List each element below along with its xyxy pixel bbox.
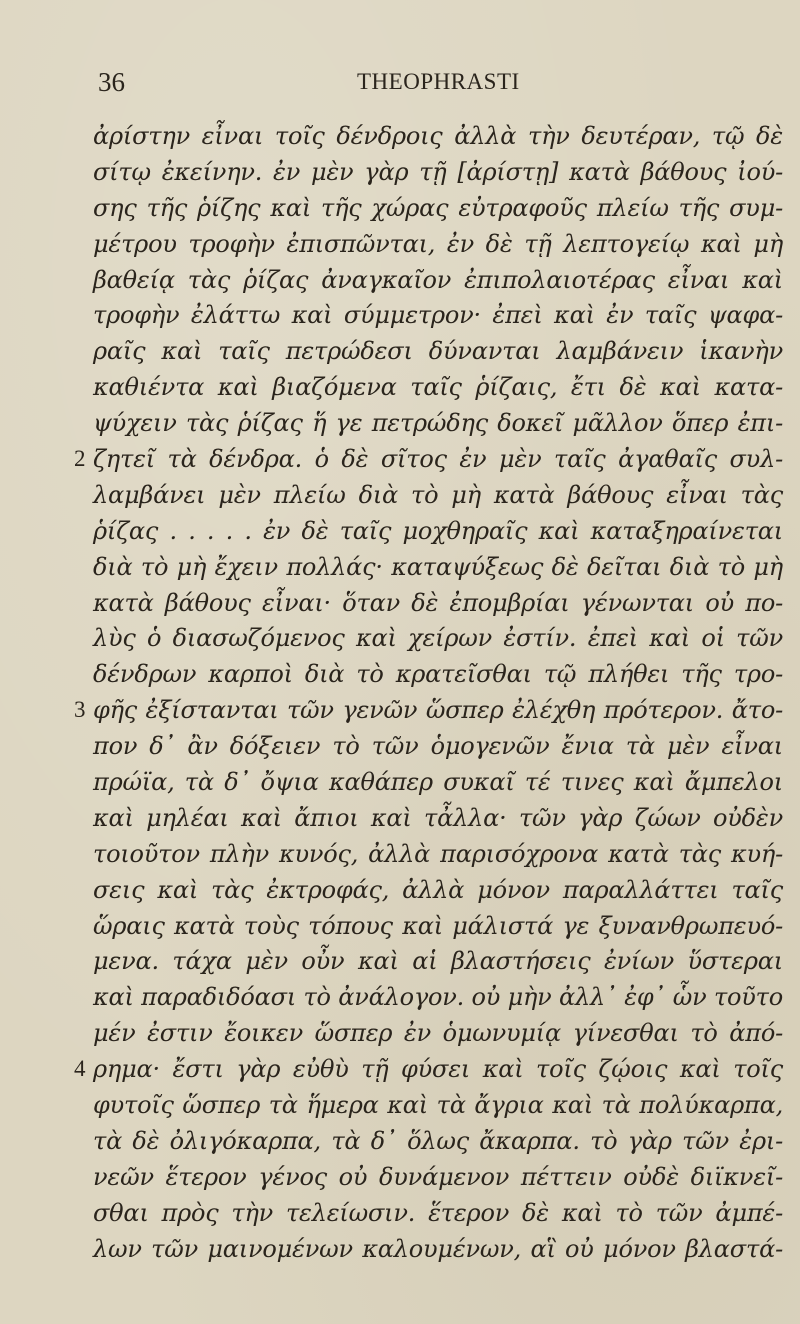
text-line	[0, 118, 800, 154]
text-line	[0, 656, 800, 692]
page-number: 36	[98, 67, 125, 97]
line-text: λὺς ὁ διασωζόμενος καὶ χείρων ἐστίν. ἐπεὶ καὶ οἱ τῶν	[93, 624, 783, 653]
text-line	[0, 369, 800, 405]
text-line	[0, 872, 800, 908]
line-text: νεῶν ἕτερον γένος οὐ δυνάμενον πέττειν οὐδὲ διϊκνεῖ-	[93, 1162, 783, 1191]
text-line	[0, 620, 800, 656]
text-line	[0, 333, 800, 369]
text-line	[0, 1123, 800, 1159]
section-number: 2	[74, 446, 86, 472]
text-line	[0, 800, 800, 836]
text-line	[0, 1051, 800, 1087]
line-text: μέτρου τροφὴν ἐπισπῶνται, ἐν δὲ τῇ λεπτογείῳ καὶ μὴ	[93, 229, 783, 258]
text-line	[0, 979, 800, 1015]
line-text: φυτοῖς ὥσπερ τὰ ἥμερα καὶ τὰ ἄγρια καὶ τὰ πολύκαρπα,	[93, 1091, 783, 1120]
line-text: καθιέντα καὶ βιαζόμενα ταῖς ῥίζαις, ἔτι δὲ καὶ κατα-	[93, 373, 783, 402]
text-line	[0, 297, 800, 333]
line-text: μέν ἐστιν ἔοικεν ὥσπερ ἐν ὁμωνυμίᾳ γίνεσθαι τὸ ἀπό-	[93, 1019, 783, 1048]
line-text: καὶ παραδιδόασι τὸ ἀνάλογον. οὐ μὴν ἀλλ᾽ ἐφ᾽ ὧν τοῦτο	[93, 983, 783, 1012]
greek-text-body	[0, 118, 800, 1267]
line-text: λαμβάνει μὲν πλείω διὰ τὸ μὴ κατὰ βάθους εἶναι τὰς	[93, 480, 783, 509]
line-text: λων τῶν μαινομένων καλουμένων, αἳ οὐ μόνον βλαστά-	[93, 1234, 783, 1263]
line-text: τροφὴν ἐλάττω καὶ σύμμετρον· ἐπεὶ καὶ ἐν ταῖς ψαφα-	[93, 301, 783, 330]
text-line	[0, 154, 800, 190]
line-text: βαθείᾳ τὰς ῥίζας ἀναγκαῖον ἐπιπολαιοτέρας εἶναι καὶ	[93, 265, 783, 294]
line-text: διὰ τὸ μὴ ἔχειν πολλάς· καταψύξεως δὲ δεῖται διὰ τὸ μὴ	[93, 552, 783, 581]
line-text: πρώϊα, τὰ δ᾽ ὄψια καθάπερ συκαῖ τέ τινες καὶ ἄμπελοι	[93, 768, 783, 797]
line-text: δένδρων καρποὶ διὰ τὸ κρατεῖσθαι τῷ πλήθει τῆς τρο-	[93, 660, 783, 689]
line-text: ῥίζας . . . . . ἐν δὲ ταῖς μοχθηραῖς καὶ καταξηραίνεται	[93, 516, 783, 545]
text-line	[0, 585, 800, 621]
line-text: τοιοῦτον πλὴν κυνός, ἀλλὰ παρισόχρονα κατὰ τὰς κυή-	[93, 839, 783, 868]
text-line	[0, 549, 800, 585]
line-text: μενα. τάχα μὲν οὖν καὶ αἱ βλαστήσεις ἐνίων ὕστεραι	[93, 947, 783, 976]
text-line	[0, 1231, 800, 1267]
line-text: σίτῳ ἐκείνην. ἐν μὲν γὰρ τῇ [ἀρίστῃ] κατὰ βάθους ἰού-	[93, 157, 783, 186]
line-text: ρημα· ἔστι γὰρ εὐθὺ τῇ φύσει καὶ τοῖς ζῴοις καὶ τοῖς	[93, 1055, 783, 1084]
line-text: ζητεῖ τὰ δένδρα. ὁ δὲ σῖτος ἐν μὲν ταῖς ἀγαθαῖς συλ-	[93, 445, 783, 474]
text-line	[0, 226, 800, 262]
text-line	[0, 1195, 800, 1231]
text-line	[0, 692, 800, 728]
text-line	[0, 513, 800, 549]
text-line	[0, 441, 800, 477]
line-text: ὥραις κατὰ τοὺς τόπους καὶ μάλιστά γε ξυνανθρωπευό-	[93, 911, 783, 940]
text-line	[0, 1087, 800, 1123]
text-line	[0, 405, 800, 441]
line-text: φῆς ἐξίστανται τῶν γενῶν ὥσπερ ἐλέχθη πρότερον. ἄτο-	[93, 696, 783, 725]
text-line	[0, 190, 800, 226]
line-text: τὰ δὲ ὀλιγόκαρπα, τὰ δ᾽ ὅλως ἄκαρπα. τὸ γὰρ τῶν ἐρι-	[93, 1126, 783, 1155]
line-text: σθαι πρὸς τὴν τελείωσιν. ἕτερον δὲ καὶ τὸ τῶν ἀμπέ-	[93, 1198, 783, 1227]
text-line	[0, 836, 800, 872]
line-text: ἀρίστην εἶναι τοῖς δένδροις ἀλλὰ τὴν δευτέραν, τῷ δὲ	[93, 122, 783, 150]
text-line	[0, 908, 800, 944]
line-text: πον δ᾽ ἂν δόξειεν τὸ τῶν ὁμογενῶν ἔνια τὰ μὲν εἶναι	[93, 732, 783, 761]
line-text: ψύχειν τὰς ῥίζας ἥ γε πετρώδης δοκεῖ μᾶλλον ὅπερ ἐπι-	[93, 409, 783, 438]
line-text: ραῖς καὶ ταῖς πετρώδεσι δύνανται λαμβάνειν ἱκανὴν	[93, 337, 783, 366]
line-text: κατὰ βάθους εἶναι· ὅταν δὲ ἐπομβρίαι γένωνται οὐ πο-	[93, 588, 783, 617]
text-line	[0, 728, 800, 764]
line-text: καὶ μηλέαι καὶ ἄπιοι καὶ τἆλλα· τῶν γὰρ ζώων οὐδὲν	[93, 803, 783, 832]
text-line	[0, 1159, 800, 1195]
text-line	[0, 764, 800, 800]
text-line	[0, 943, 800, 979]
page-header	[0, 62, 800, 102]
text-line	[0, 1015, 800, 1051]
section-number: 3	[74, 697, 86, 723]
text-line	[0, 477, 800, 513]
text-line	[0, 262, 800, 298]
section-number: 4	[74, 1056, 86, 1082]
running-head: THEOPHRASTI	[357, 69, 520, 94]
line-text: σεις καὶ τὰς ἐκτροφάς, ἀλλὰ μόνον παραλλάττει ταῖς	[93, 875, 783, 904]
line-text: σης τῆς ῥίζης καὶ τῆς χώρας εὐτραφοῦς πλείω τῆς συμ-	[93, 193, 783, 222]
